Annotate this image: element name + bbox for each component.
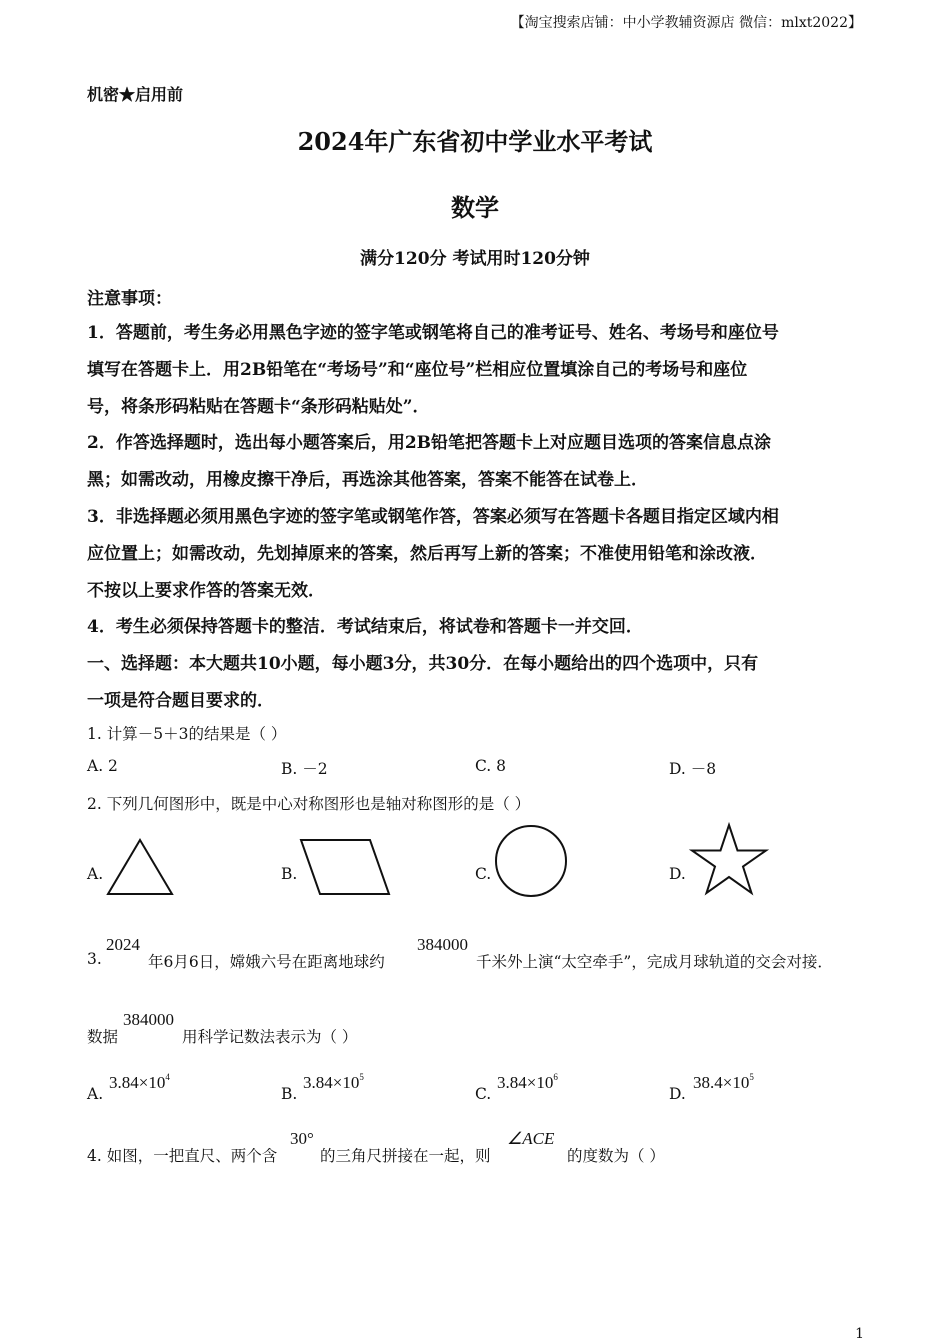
- question-4-text: 的三角尺拼接在一起，则: [320, 1147, 491, 1165]
- question-1-option-a: A. 2: [87, 757, 118, 775]
- header-note: 【淘宝搜索店铺：中小学教辅资源店 微信：mlxt2022】: [510, 15, 862, 31]
- notice-heading: 注意事项：: [87, 289, 172, 309]
- question-4-text: 的度数为（ ）: [567, 1147, 665, 1165]
- question-4-angle-name: ∠ACE: [507, 1129, 555, 1148]
- page-number: 1: [855, 1326, 864, 1342]
- question-2-label-d: D.: [669, 865, 686, 883]
- notice-line: 填写在答题卡上．用2B铅笔在“考场号”和“座位号”栏相应位置填涂自己的考场号和座位: [87, 360, 748, 380]
- question-3-option-b-value: $3.84\times 10^5$: [303, 1072, 364, 1092]
- question-3-label-d: D.: [669, 1085, 686, 1103]
- question-3-label-c: C.: [475, 1085, 492, 1103]
- notice-line: 3．非选择题必须用黑色字迹的签字笔或钢笔作答，答案必须写在答题卡各题目指定区域内相: [87, 507, 779, 527]
- confidential-mark: 机密★启用前: [87, 85, 184, 104]
- exam-title: 2024年广东省初中学业水平考试: [297, 127, 653, 156]
- exam-meta: 满分120分 考试用时120分钟: [360, 249, 590, 269]
- question-4-text: 4. 如图，一把直尺、两个含: [87, 1147, 278, 1165]
- question-2-label-c: C.: [475, 865, 492, 883]
- question-3-label-b: B.: [281, 1085, 298, 1103]
- question-3-option-a-value: $3.84\times 10^4$: [109, 1072, 170, 1092]
- question-3-text: 年6月6日，嫦娥六号在距离地球约: [148, 953, 385, 971]
- question-3-option-d-value: $38.4\times 10^5$: [693, 1072, 754, 1092]
- question-1-option-c: C. 8: [475, 757, 507, 775]
- notice-line: 不按以上要求作答的答案无效．: [87, 581, 325, 601]
- question-3-distance: 384000: [417, 935, 468, 954]
- notice-line: 应位置上；如需改动，先划掉原来的答案，然后再写上新的答案；不准使用铅笔和涂改液．: [87, 544, 767, 564]
- question-1-option-d: D. －8: [669, 760, 717, 778]
- question-2-stem: 2. 下列几何图形中，既是中心对称图形也是轴对称图形的是（ ）: [87, 795, 531, 813]
- question-3-option-c-value: $3.84\times 10^6$: [497, 1072, 558, 1092]
- question-1-option-b: B. －2: [281, 760, 328, 778]
- star-icon: [688, 821, 770, 899]
- notice-line: 1．答题前，考生务必用黑色字迹的签字笔或钢笔将自己的准考证号、姓名、考场号和座位号: [87, 323, 779, 343]
- question-3-year: 2024: [106, 935, 140, 954]
- question-1-stem: 1. 计算－5＋3的结果是（ ）: [87, 725, 287, 743]
- question-3-label-a: A.: [87, 1085, 104, 1103]
- exam-subject: 数学: [451, 193, 499, 222]
- section-heading: 一项是符合题目要求的．: [87, 691, 274, 711]
- question-4-angle: 30°: [290, 1129, 314, 1148]
- question-2-label-b: B.: [281, 865, 298, 883]
- notice-line: 4．考生必须保持答题卡的整洁．考试结束后，将试卷和答题卡一并交回．: [87, 617, 643, 637]
- question-3-text: 千米外上演“太空牵手”，完成月球轨道的交会对接．: [476, 953, 833, 971]
- question-2-label-a: A.: [87, 865, 104, 883]
- notice-line: 号，将条形码粘贴在答题卡“条形码粘贴处”．: [87, 397, 430, 417]
- circle-icon: [493, 823, 569, 899]
- section-heading: 一、选择题：本大题共10小题，每小题3分，共30分．在每小题给出的四个选项中，只有: [87, 654, 759, 674]
- parallelogram-icon: [298, 836, 393, 898]
- question-3-number: 3.: [87, 950, 102, 968]
- notice-line: 黑；如需改动，用橡皮擦干净后，再选涂其他答案，答案不能答在试卷上．: [87, 470, 648, 490]
- triangle-icon: [104, 836, 176, 898]
- question-3-text: 用科学记数法表示为（ ）: [182, 1028, 358, 1046]
- question-3-number-value: 384000: [123, 1010, 174, 1029]
- question-3-text: 数据: [87, 1028, 119, 1046]
- notice-line: 2．作答选择题时，选出每小题答案后，用2B铅笔把答题卡上对应题目选项的答案信息点涂: [87, 433, 772, 453]
